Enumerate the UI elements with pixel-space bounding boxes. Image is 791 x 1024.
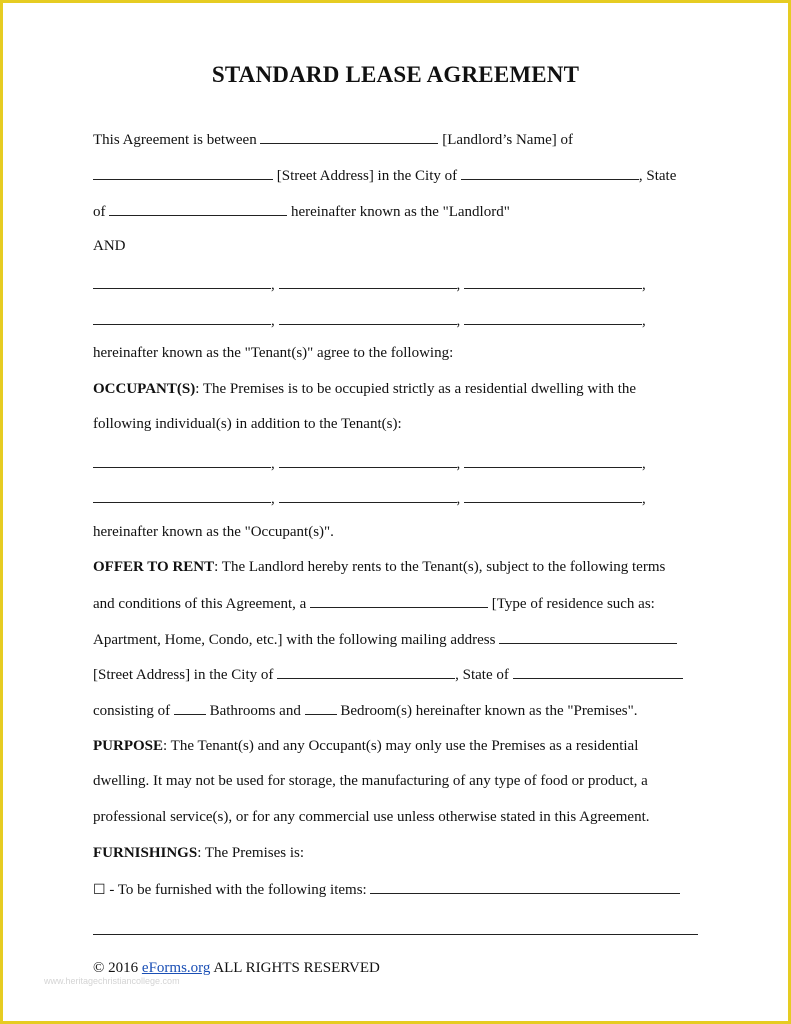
tenant-name-field[interactable] bbox=[93, 275, 271, 289]
landlord-state-line: of hereinafter known as the "Landlord" bbox=[93, 204, 510, 220]
eforms-link[interactable]: eForms.org bbox=[141, 960, 211, 976]
tenant-name-field[interactable] bbox=[279, 275, 457, 289]
occupant-names-row: , , , bbox=[93, 489, 646, 508]
document-title: STANDARD LEASE AGREEMENT bbox=[211, 62, 580, 87]
occupant-names-row: , , , bbox=[93, 454, 646, 473]
tenant-name-field[interactable] bbox=[279, 311, 457, 325]
offer-clause-line5: consisting of Bathrooms and Bedroom(s) hereinafter known as the "Premises". bbox=[93, 703, 638, 719]
occupants-heading: OCCUPANT(S) bbox=[93, 381, 196, 397]
purpose-clause-line2: dwelling. It may not be used for storage, the manufacturing of any type of food or product, a bbox=[93, 773, 648, 789]
occupants-clause-cont: following individual(s) in addition to the Tenant(s): bbox=[93, 416, 402, 432]
furnishings-clause: FURNISHINGS: The Premises is: bbox=[93, 845, 304, 861]
furnishings-heading: FURNISHINGS bbox=[93, 845, 198, 861]
tenant-name-field[interactable] bbox=[464, 275, 642, 289]
furnished-checkbox[interactable]: ☐ bbox=[93, 882, 106, 898]
occupants-outro: hereinafter known as the "Occupant(s)". bbox=[93, 524, 334, 540]
premises-state-field[interactable] bbox=[513, 665, 683, 679]
offer-clause-line2: and conditions of this Agreement, a [Type of residence such as: bbox=[93, 596, 655, 612]
landlord-state-field[interactable] bbox=[109, 202, 287, 216]
tenant-intro: hereinafter known as the "Tenant(s)" agree to the following: bbox=[93, 345, 454, 361]
purpose-heading: PURPOSE bbox=[93, 738, 164, 754]
offer-clause-line4: [Street Address] in the City of , State of bbox=[93, 665, 683, 684]
tenant-name-field[interactable] bbox=[93, 311, 271, 325]
landlord-city-field[interactable] bbox=[461, 166, 639, 180]
footer: © 2016 eForms.org ALL RIGHTS RESERVED bbox=[93, 960, 380, 976]
bedrooms-field[interactable] bbox=[305, 701, 337, 715]
tenant-name-field[interactable] bbox=[464, 311, 642, 325]
furnished-items-field[interactable] bbox=[370, 880, 680, 894]
offer-clause: OFFER TO RENT: The Landlord hereby rents to the Tenant(s), subject to the following terms bbox=[93, 559, 666, 575]
tenant-names-row: , , , bbox=[93, 275, 646, 294]
purpose-clause-line3: professional service(s), or for any commercial use unless otherwise stated in this Agreement. bbox=[93, 809, 650, 825]
offer-clause-line3: Apartment, Home, Condo, etc.] with the following mailing address bbox=[93, 630, 677, 649]
premises-city-field[interactable] bbox=[277, 665, 455, 679]
occupant-name-field[interactable] bbox=[93, 489, 271, 503]
occupant-name-field[interactable] bbox=[279, 454, 457, 468]
watermark-text: www.heritagechristiancollege.com bbox=[44, 976, 180, 986]
purpose-clause: PURPOSE: The Tenant(s) and any Occupant(s) may only use the Premises as a residential bbox=[93, 738, 639, 754]
occupant-name-field[interactable] bbox=[464, 489, 642, 503]
occupant-name-field[interactable] bbox=[464, 454, 642, 468]
occupants-clause: OCCUPANT(S): The Premises is to be occupied strictly as a residential dwelling with the bbox=[93, 381, 637, 397]
mailing-address-field[interactable] bbox=[499, 630, 677, 644]
landlord-name-field[interactable] bbox=[260, 130, 438, 144]
landlord-address-line: [Street Address] in the City of , State bbox=[93, 166, 676, 185]
occupant-name-field[interactable] bbox=[93, 454, 271, 468]
furnished-items-continuation-line[interactable] bbox=[93, 934, 698, 935]
tenant-names-row: , , , bbox=[93, 311, 646, 330]
residence-type-field[interactable] bbox=[310, 594, 488, 608]
occupant-name-field[interactable] bbox=[279, 489, 457, 503]
landlord-line: This Agreement is between [Landlord’s Name] of bbox=[93, 132, 574, 148]
landlord-street-field[interactable] bbox=[93, 166, 273, 180]
furnished-option: ☐ - To be furnished with the following items: bbox=[93, 880, 680, 899]
bathrooms-field[interactable] bbox=[174, 701, 206, 715]
offer-heading: OFFER TO RENT bbox=[93, 559, 215, 575]
and-label: AND bbox=[93, 238, 126, 254]
